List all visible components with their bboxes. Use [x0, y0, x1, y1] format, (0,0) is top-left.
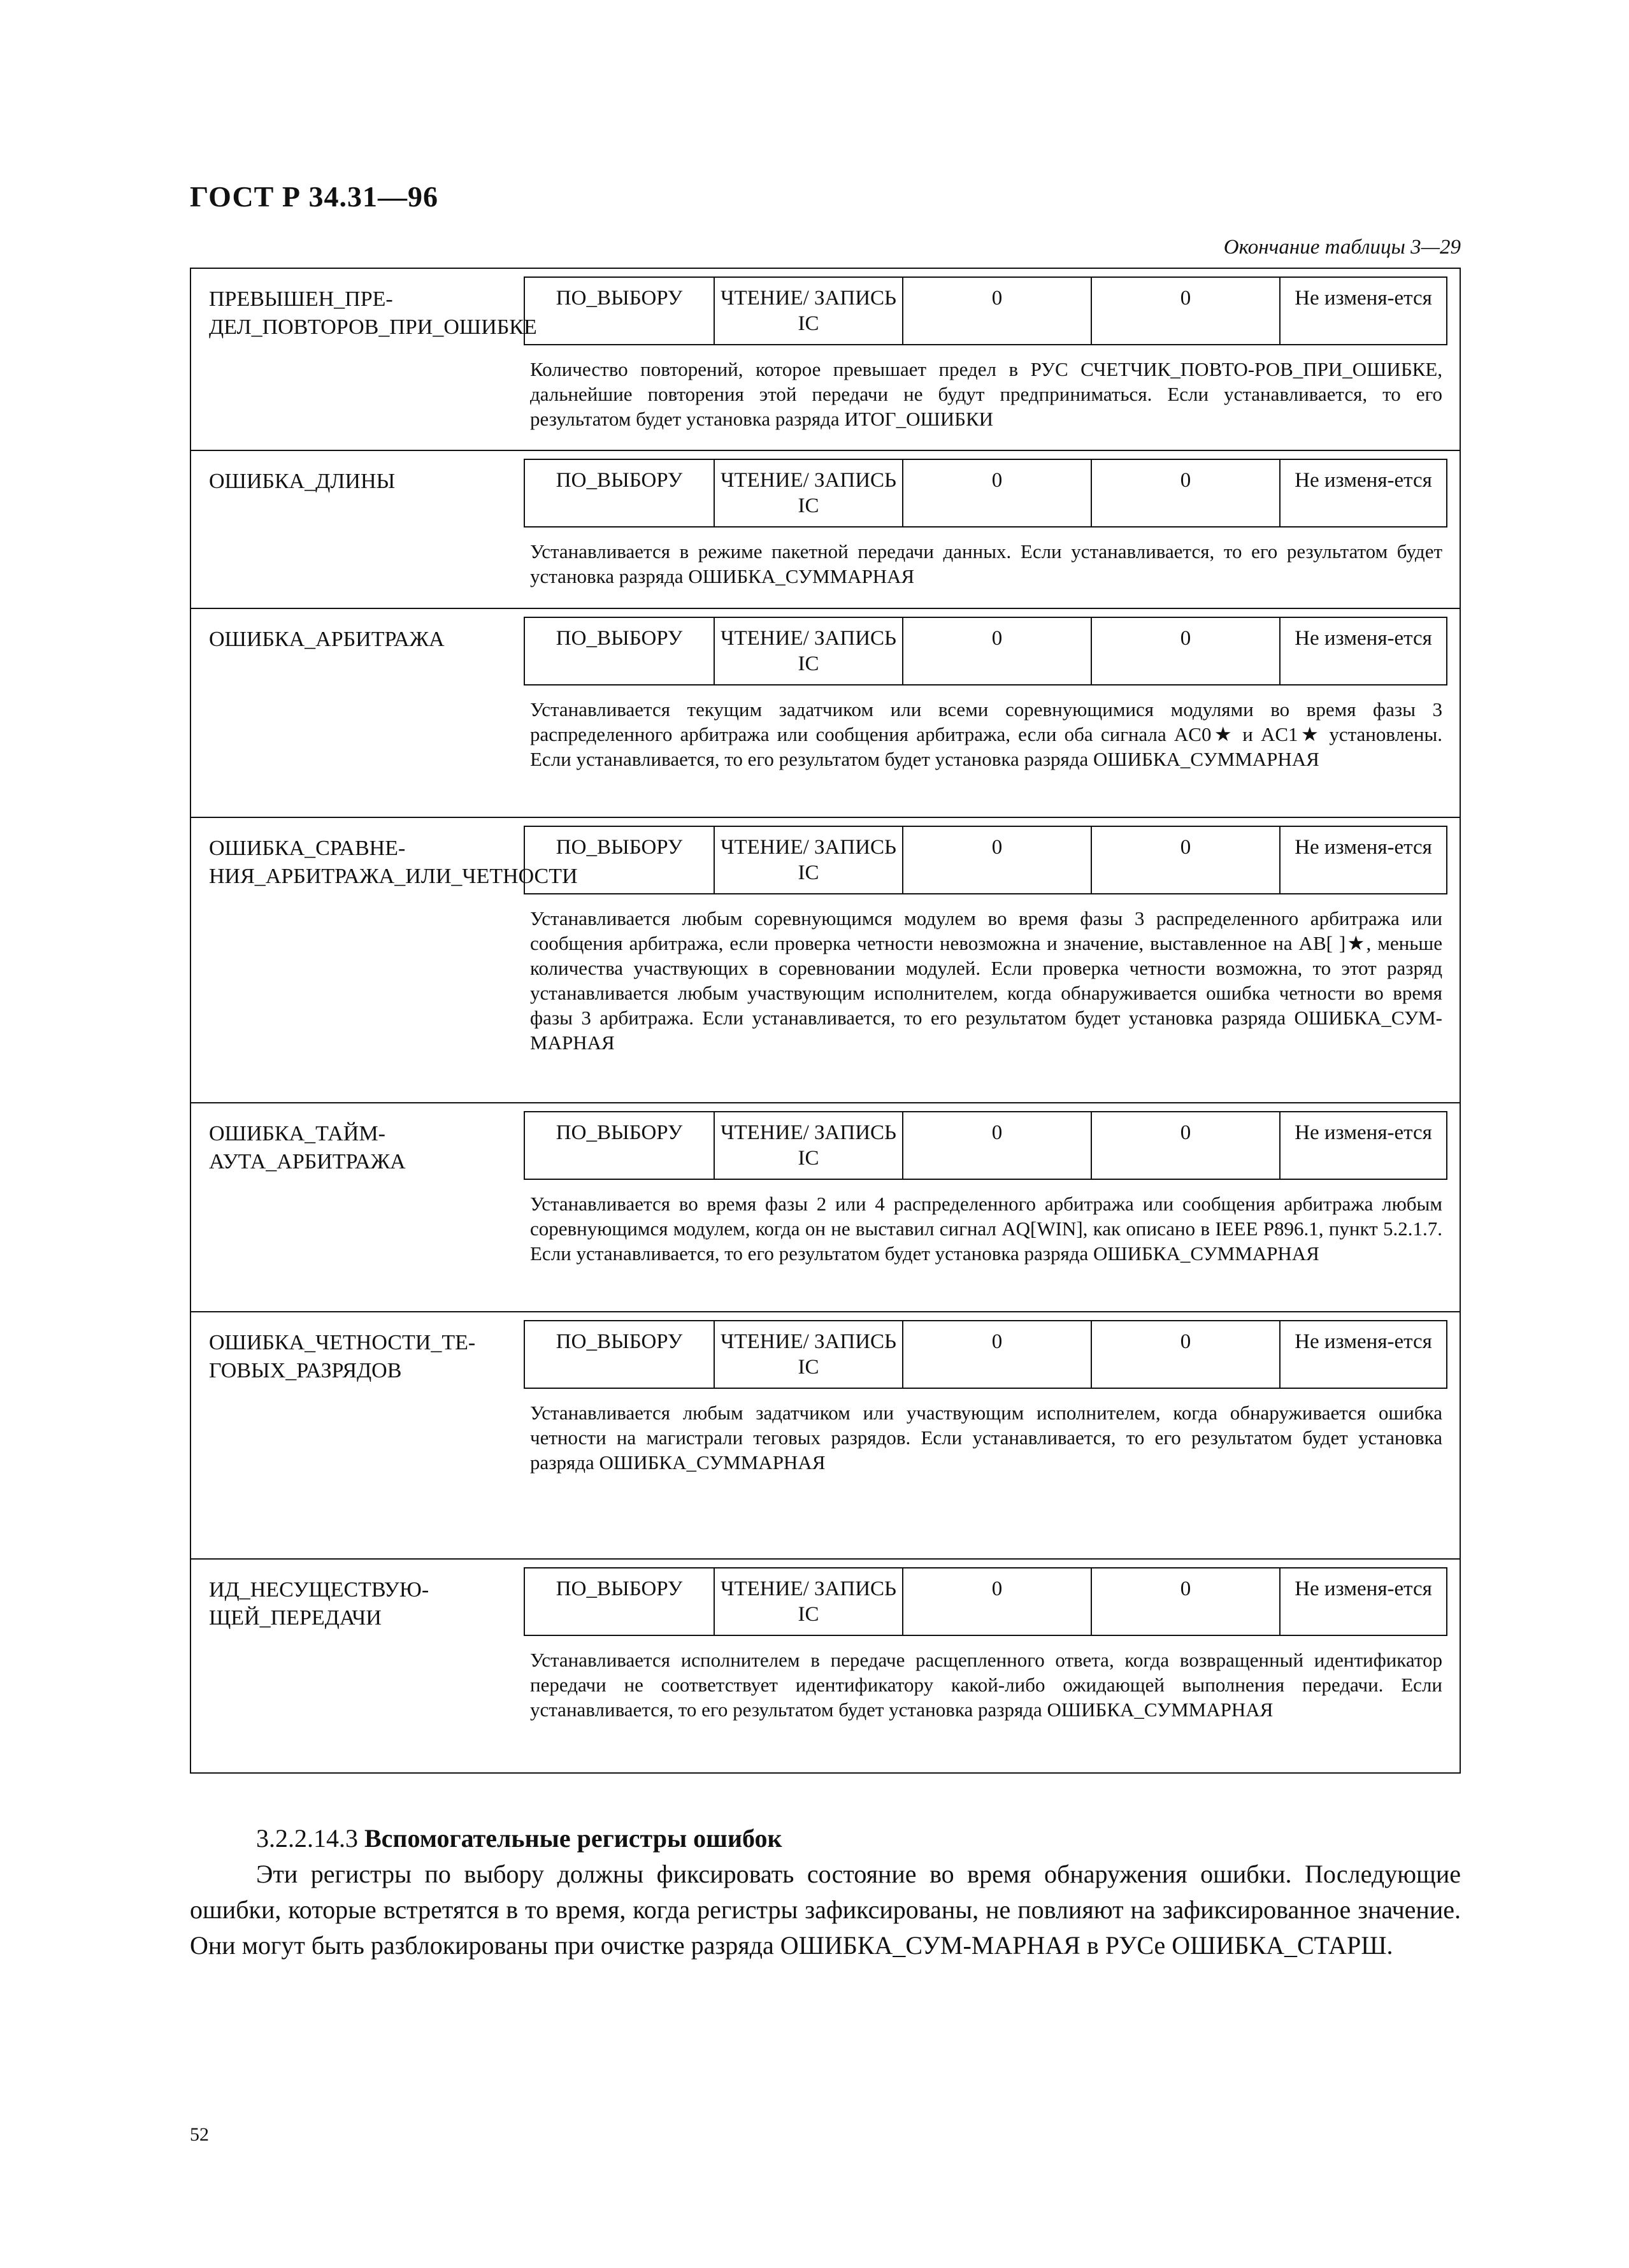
register-name: ПРЕВЫШЕН_ПРЕ-ДЕЛ_ПОВТОРОВ_ПРИ_ОШИБКЕ — [209, 287, 537, 339]
cell-change: Не изменя-ется — [1279, 278, 1446, 344]
cell-access: ЧТЕНИЕ/ ЗАПИСЬ IC — [714, 618, 902, 684]
cell-value-b: 0 — [1091, 827, 1279, 893]
document-code: ГОСТ Р 34.31—96 — [190, 180, 438, 213]
cell-change: Не изменя-ется — [1279, 1568, 1446, 1635]
register-attributes — [524, 1320, 1447, 1389]
cell-access: ЧТЕНИЕ/ ЗАПИСЬ IC — [714, 278, 902, 344]
cell-kind: ПО_ВЫБОРУ — [556, 287, 683, 310]
register-name: ОШИБКА_ТАЙМ-АУТА_АРБИТРАЖА — [209, 1122, 406, 1173]
cell-change: Не изменя-ется — [1279, 618, 1446, 684]
cell-value-a: 0 — [902, 278, 1091, 344]
page-number: 52 — [190, 2124, 209, 2145]
cell-kind: ПО_ВЫБОРУ — [556, 1577, 683, 1600]
register-attributes — [524, 459, 1447, 528]
cell-value-b: 0 — [1091, 1568, 1279, 1635]
section-block — [190, 1821, 1461, 1963]
cell-kind: ПО_ВЫБОРУ — [556, 1121, 683, 1144]
cell-access: ЧТЕНИЕ/ ЗАПИСЬ IC — [714, 1112, 902, 1179]
register-name: ИД_НЕСУЩЕСТВУЮ-ЩЕЙ_ПЕРЕДАЧИ — [209, 1578, 429, 1630]
cell-change: Не изменя-ется — [1279, 460, 1446, 526]
cell-value-a: 0 — [902, 1321, 1091, 1388]
table-row — [191, 608, 1460, 817]
register-name: ОШИБКА_АРБИТРАЖА — [209, 628, 445, 651]
table-row — [191, 1102, 1460, 1311]
register-description: Устанавливается любым задатчиком или участвующим исполнителем, когда обнаруживается ошибка четности на магистрали теговых разрядов. Если устанавливается, то его результатом будет установка разряда ОШИБКА_СУММАРНАЯ — [530, 1402, 1442, 1474]
cell-value-b: 0 — [1091, 460, 1279, 526]
cell-value-a: 0 — [902, 460, 1091, 526]
cell-access: ЧТЕНИЕ/ ЗАПИСЬ IC — [714, 1321, 902, 1388]
cell-value-b: 0 — [1091, 1321, 1279, 1388]
register-description: Устанавливается во время фазы 2 или 4 распределенного арбитража или сообщения арбитража любым соревнующимся модулем, когда он не выставил сигнал AQ[WIN], как описано в IEEE P896.1, пункт 5.2.1.7. Если устанавливается, то его результатом будет установка разряда ОШИБКА_СУММАРНАЯ — [530, 1193, 1442, 1265]
cell-value-a: 0 — [902, 827, 1091, 893]
register-name: ОШИБКА_СРАВНЕ-НИЯ_АРБИТРАЖА_ИЛИ_ЧЕТНОСТИ — [209, 836, 578, 888]
section-title: Вспомогательные регистры ошибок — [364, 1824, 782, 1853]
cell-kind: ПО_ВЫБОРУ — [556, 469, 683, 492]
cell-value-b: 0 — [1091, 278, 1279, 344]
register-description: Количество повторений, которое превышает предел в РУС СЧЕТЧИК_ПОВТО-РОВ_ПРИ_ОШИБКЕ, дальнейшие повторения этой передачи не будут предприниматься. Если устанавливается, то его результатом будет установка разряда ИТОГ_ОШИБКИ — [530, 358, 1442, 430]
cell-kind: ПО_ВЫБОРУ — [556, 1330, 683, 1353]
cell-change: Не изменя-ется — [1279, 827, 1446, 893]
section-number: 3.2.2.14.3 — [256, 1824, 358, 1853]
cell-kind: ПО_ВЫБОРУ — [556, 836, 683, 859]
cell-access: ЧТЕНИЕ/ ЗАПИСЬ IC — [714, 1568, 902, 1635]
cell-value-b: 0 — [1091, 618, 1279, 684]
register-attributes — [524, 617, 1447, 685]
cell-value-a: 0 — [902, 1568, 1091, 1635]
register-attributes — [524, 1111, 1447, 1180]
cell-value-a: 0 — [902, 1112, 1091, 1179]
table-row — [191, 1311, 1460, 1558]
section-body: Эти регистры по выбору должны фиксировать состояние во время обнаружения ошибки. Последующие ошибки, которые встретятся в то время, когда регистры зафиксированы, не повлияют на зафиксированное значение. Они могут быть разблокированы при очистке разряда ОШИБКА_СУМ-МАРНАЯ в РУСе ОШИБКА_СТАРШ. — [190, 1860, 1461, 1960]
cell-access: ЧТЕНИЕ/ ЗАПИСЬ IC — [714, 827, 902, 893]
cell-value-b: 0 — [1091, 1112, 1279, 1179]
cell-change: Не изменя-ется — [1279, 1321, 1446, 1388]
register-attributes — [524, 1567, 1447, 1636]
register-description: Устанавливается исполнителем в передаче расщепленного ответа, когда возвращенный идентификатор передачи не соответствует идентификатору какой-либо ожидающей выполнения передачи. Если устанавливается, то его результатом будет установка разряда ОШИБКА_СУММАРНАЯ — [530, 1649, 1442, 1721]
cell-value-a: 0 — [902, 618, 1091, 684]
table-row — [191, 269, 1460, 450]
register-attributes — [524, 826, 1447, 894]
table-row — [191, 450, 1460, 608]
table-row — [191, 1558, 1460, 1772]
section-heading — [190, 1821, 1461, 1856]
register-name: ОШИБКА_ЧЕТНОСТИ_ТЕ-ГОВЫХ_РАЗРЯДОВ — [209, 1331, 476, 1382]
cell-change: Не изменя-ется — [1279, 1112, 1446, 1179]
table-row — [191, 817, 1460, 1102]
cell-kind: ПО_ВЫБОРУ — [556, 627, 683, 650]
register-description: Устанавливается любым соревнующимся модулем во время фазы 3 распределенного арбитража или сообщения арбитража, если проверка четности невозможна и значение, выставленное на AB[ ]★, меньше количества участвующих в соревновании модулей. Если проверка четности возможна, то этот разряд устанавливается любым участвующим исполнителем, когда обнаруживается ошибка четности во время фазы 3 арбитража. Если устанавливается, то его результатом будет установка разряда ОШИБКА_СУМ-МАРНАЯ — [530, 907, 1442, 1054]
register-attributes — [524, 276, 1447, 345]
register-description: Устанавливается в режиме пакетной передачи данных. Если устанавливается, то его результатом будет установка разряда ОШИБКА_СУММАРНАЯ — [530, 540, 1442, 587]
register-name: ОШИБКА_ДЛИНЫ — [209, 470, 396, 493]
cell-access: ЧТЕНИЕ/ ЗАПИСЬ IC — [714, 460, 902, 526]
register-table — [190, 268, 1461, 1774]
table-caption: Окончание таблицы 3—29 — [1223, 236, 1461, 259]
register-description: Устанавливается текущим задатчиком или всеми соревнующимися модулями во время фазы 3 распределенного арбитража или сообщения арбитража, если оба сигнала AC0★ и AC1★ установлены. Если устанавливается, то его результатом будет установка разряда ОШИБКА_СУММАРНАЯ — [530, 698, 1442, 770]
